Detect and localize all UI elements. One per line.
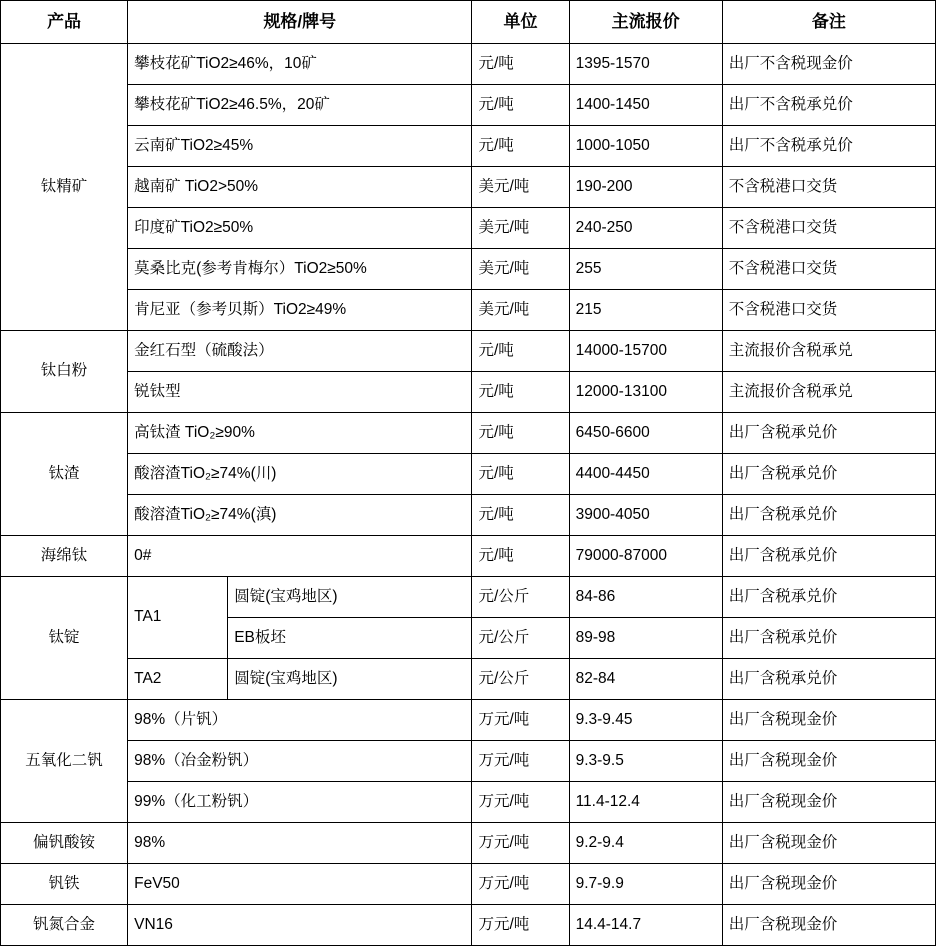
spec-cell: FeV50: [128, 864, 472, 905]
spec-cell: 莫桑比克(参考肯梅尔）TiO2≥50%: [128, 249, 472, 290]
remark-cell: 出厂含税现金价: [722, 864, 935, 905]
remark-cell: 出厂含税承兑价: [722, 659, 935, 700]
table-row: [1, 167, 936, 208]
product-group-cell: 钛白粉: [1, 331, 128, 413]
table-row: [1, 331, 936, 372]
table-row: [1, 372, 936, 413]
remark-cell: 出厂不含税承兑价: [722, 85, 935, 126]
remark-cell: 出厂含税承兑价: [722, 454, 935, 495]
column-header: 主流报价: [569, 1, 722, 44]
price-cell: 190-200: [569, 167, 722, 208]
grade-cell: TA2: [128, 659, 228, 700]
remark-cell: 出厂含税承兑价: [722, 495, 935, 536]
unit-cell: 万元/吨: [472, 782, 569, 823]
table-row: [1, 208, 936, 249]
price-cell: 79000-87000: [569, 536, 722, 577]
spec-cell: 圆锭(宝鸡地区): [228, 577, 472, 618]
table-row: [1, 85, 936, 126]
table-row: [1, 659, 936, 700]
product-group-cell: 钛锭: [1, 577, 128, 700]
price-cell: 4400-4450: [569, 454, 722, 495]
price-cell: 11.4-12.4: [569, 782, 722, 823]
remark-cell: 出厂不含税承兑价: [722, 126, 935, 167]
table-row: [1, 700, 936, 741]
spec-cell: 98%（冶金粉钒）: [128, 741, 472, 782]
product-group-cell: 海绵钛: [1, 536, 128, 577]
table-row: [1, 413, 936, 454]
unit-cell: 万元/吨: [472, 823, 569, 864]
unit-cell: 元/吨: [472, 85, 569, 126]
spec-cell: 攀枝花矿TiO2≥46%，10矿: [128, 44, 472, 85]
spec-cell: 攀枝花矿TiO2≥46.5%，20矿: [128, 85, 472, 126]
unit-cell: 元/公斤: [472, 659, 569, 700]
spec-cell: 酸溶渣TiO₂≥74%(川): [128, 454, 472, 495]
remark-cell: 不含税港口交货: [722, 167, 935, 208]
column-header: 规格/牌号: [128, 1, 472, 44]
spec-cell: 肯尼亚（参考贝斯）TiO2≥49%: [128, 290, 472, 331]
product-group-cell: 五氧化二钒: [1, 700, 128, 823]
unit-cell: 万元/吨: [472, 700, 569, 741]
remark-cell: 主流报价含税承兑: [722, 372, 935, 413]
price-cell: 3900-4050: [569, 495, 722, 536]
remark-cell: 出厂含税现金价: [722, 741, 935, 782]
remark-cell: 出厂含税现金价: [722, 823, 935, 864]
price-cell: 9.3-9.5: [569, 741, 722, 782]
table-row: [1, 782, 936, 823]
spec-cell: 越南矿 TiO2>50%: [128, 167, 472, 208]
unit-cell: 万元/吨: [472, 741, 569, 782]
unit-cell: 元/吨: [472, 536, 569, 577]
table-row: [1, 44, 936, 85]
spec-cell: 锐钛型: [128, 372, 472, 413]
spec-cell: 金红石型（硫酸法）: [128, 331, 472, 372]
table-header-row: [1, 1, 936, 44]
price-cell: 215: [569, 290, 722, 331]
price-cell: 6450-6600: [569, 413, 722, 454]
spec-cell: 99%（化工粉钒）: [128, 782, 472, 823]
product-group-cell: 钛渣: [1, 413, 128, 536]
price-cell: 14000-15700: [569, 331, 722, 372]
unit-cell: 美元/吨: [472, 167, 569, 208]
price-cell: 1395-1570: [569, 44, 722, 85]
spec-cell: 98%（片钒）: [128, 700, 472, 741]
unit-cell: 元/公斤: [472, 618, 569, 659]
table-row: [1, 905, 936, 946]
price-cell: 14.4-14.7: [569, 905, 722, 946]
spec-cell: 高钛渣 TiO₂≥90%: [128, 413, 472, 454]
column-header: 产品: [1, 1, 128, 44]
price-cell: 89-98: [569, 618, 722, 659]
table-row: [1, 577, 936, 618]
spec-cell: 酸溶渣TiO₂≥74%(滇): [128, 495, 472, 536]
remark-cell: 出厂不含税现金价: [722, 44, 935, 85]
remark-cell: 出厂含税承兑价: [722, 618, 935, 659]
spec-cell: 98%: [128, 823, 472, 864]
grade-cell: TA1: [128, 577, 228, 659]
remark-cell: 主流报价含税承兑: [722, 331, 935, 372]
price-cell: 12000-13100: [569, 372, 722, 413]
remark-cell: 出厂含税承兑价: [722, 536, 935, 577]
spec-cell: VN16: [128, 905, 472, 946]
unit-cell: 美元/吨: [472, 208, 569, 249]
product-group-cell: 偏钒酸铵: [1, 823, 128, 864]
price-cell: 255: [569, 249, 722, 290]
price-cell: 82-84: [569, 659, 722, 700]
price-cell: 9.2-9.4: [569, 823, 722, 864]
remark-cell: 不含税港口交货: [722, 249, 935, 290]
table-row: [1, 536, 936, 577]
unit-cell: 元/吨: [472, 413, 569, 454]
unit-cell: 元/吨: [472, 454, 569, 495]
price-cell: 9.3-9.45: [569, 700, 722, 741]
column-header: 单位: [472, 1, 569, 44]
remark-cell: 不含税港口交货: [722, 290, 935, 331]
spec-cell: 印度矿TiO2≥50%: [128, 208, 472, 249]
price-cell: 84-86: [569, 577, 722, 618]
remark-cell: 不含税港口交货: [722, 208, 935, 249]
unit-cell: 美元/吨: [472, 249, 569, 290]
price-cell: 240-250: [569, 208, 722, 249]
table-row: [1, 126, 936, 167]
unit-cell: 元/吨: [472, 44, 569, 85]
table-row: [1, 249, 936, 290]
product-group-cell: 钒氮合金: [1, 905, 128, 946]
product-group-cell: 钒铁: [1, 864, 128, 905]
spec-cell: 云南矿TiO2≥45%: [128, 126, 472, 167]
spec-cell: 0#: [128, 536, 472, 577]
table-row: [1, 290, 936, 331]
remark-cell: 出厂含税现金价: [722, 782, 935, 823]
table-row: [1, 741, 936, 782]
unit-cell: 元/吨: [472, 331, 569, 372]
price-cell: 9.7-9.9: [569, 864, 722, 905]
unit-cell: 万元/吨: [472, 905, 569, 946]
unit-cell: 元/吨: [472, 126, 569, 167]
table-row: [1, 823, 936, 864]
price-cell: 1000-1050: [569, 126, 722, 167]
price-cell: 1400-1450: [569, 85, 722, 126]
table-row: [1, 495, 936, 536]
unit-cell: 元/吨: [472, 495, 569, 536]
spec-cell: 圆锭(宝鸡地区): [228, 659, 472, 700]
unit-cell: 美元/吨: [472, 290, 569, 331]
product-group-cell: 钛精矿: [1, 44, 128, 331]
remark-cell: 出厂含税现金价: [722, 700, 935, 741]
table-row: [1, 454, 936, 495]
unit-cell: 元/公斤: [472, 577, 569, 618]
remark-cell: 出厂含税承兑价: [722, 413, 935, 454]
unit-cell: 元/吨: [472, 372, 569, 413]
column-header: 备注: [722, 1, 935, 44]
spec-cell: EB板坯: [228, 618, 472, 659]
remark-cell: 出厂含税承兑价: [722, 577, 935, 618]
remark-cell: 出厂含税现金价: [722, 905, 935, 946]
table-row: [1, 864, 936, 905]
unit-cell: 万元/吨: [472, 864, 569, 905]
